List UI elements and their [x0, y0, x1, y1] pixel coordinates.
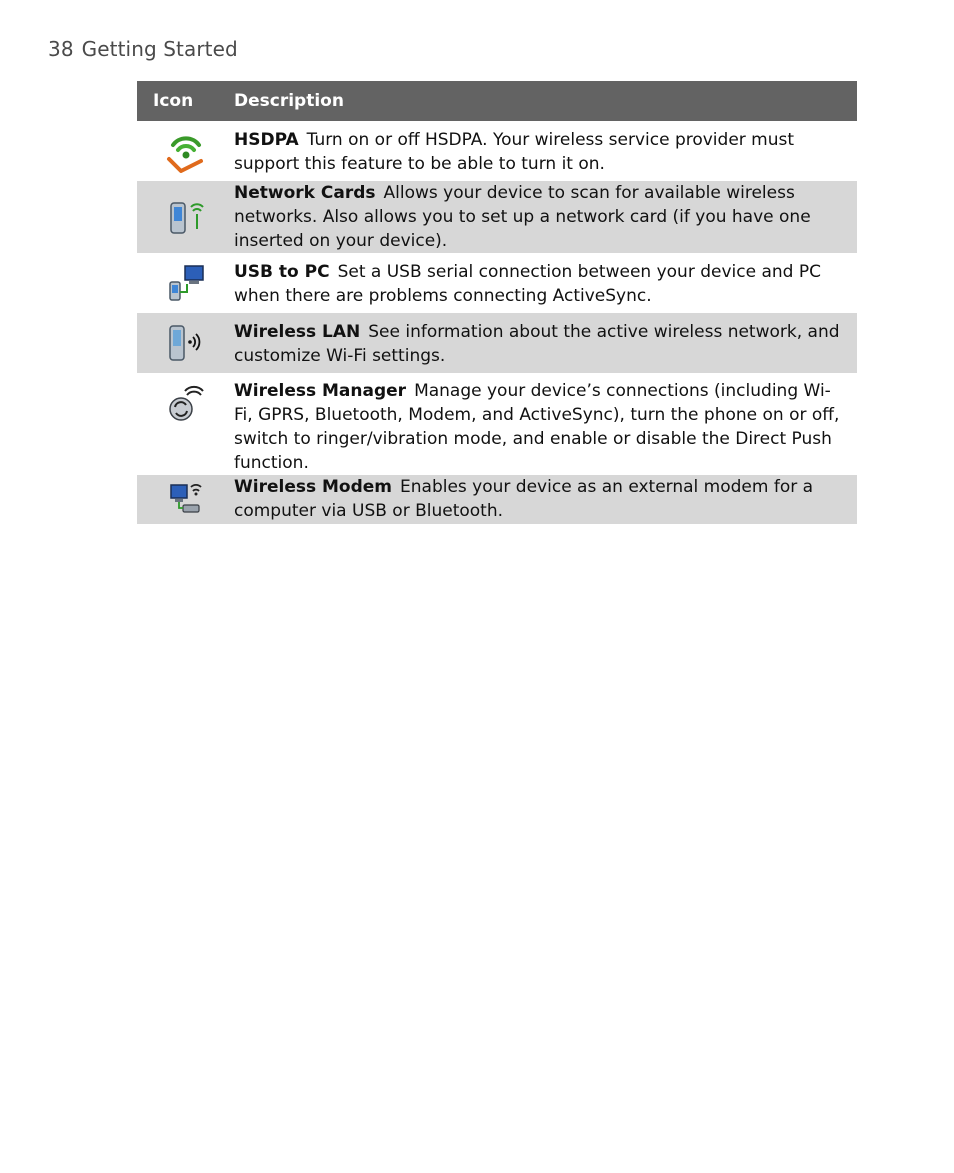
- row-description: See information about the active wireless network, and customize Wi-Fi settings.: [234, 322, 840, 366]
- row-description: Enables your device as an external modem for a computer via USB or Bluetooth.: [234, 477, 814, 521]
- section-title: Getting Started: [81, 37, 238, 61]
- table-row: [137, 373, 857, 475]
- row-term: HSDPA: [234, 130, 299, 150]
- table-row: [137, 253, 857, 313]
- row-term: USB to PC: [234, 262, 330, 282]
- wireless-manager-icon: [165, 381, 207, 423]
- wireless-modem-icon: [165, 479, 207, 517]
- row-term: Wireless Modem: [234, 477, 393, 497]
- page-number: 38: [48, 37, 74, 61]
- usb-to-pc-icon: [165, 262, 207, 304]
- table-row: [137, 475, 857, 524]
- table-header-row: [137, 81, 857, 121]
- row-description: Allows your device to scan for available wireless networks. Also allows you to set up a network card (if you have one inserted on your device).: [234, 183, 811, 251]
- wireless-lan-icon: [165, 322, 207, 364]
- row-term: Wireless Manager: [234, 381, 407, 401]
- page-header: [48, 37, 238, 61]
- row-description: Manage your device’s connections (including Wi-Fi, GPRS, Bluetooth, Modem, and ActiveSync), turn the phone on or off, switch to ringer/vibration mode, and enable or disable the Direct Push function.: [234, 381, 840, 473]
- table-row: [137, 313, 857, 373]
- hsdpa-icon: [165, 131, 207, 173]
- column-header-description: Description: [234, 81, 857, 121]
- row-term: Wireless LAN: [234, 322, 361, 342]
- column-header-icon: Icon: [137, 81, 234, 121]
- row-description: Turn on or off HSDPA. Your wireless service provider must support this feature to be able to turn it on.: [234, 130, 795, 174]
- row-term: Network Cards: [234, 183, 376, 203]
- table-row: [137, 121, 857, 181]
- table-row: [137, 181, 857, 253]
- icon-description-table: [137, 81, 857, 524]
- row-description: Set a USB serial connection between your device and PC when there are problems connecting ActiveSync.: [234, 262, 821, 306]
- network-cards-icon: [165, 195, 207, 237]
